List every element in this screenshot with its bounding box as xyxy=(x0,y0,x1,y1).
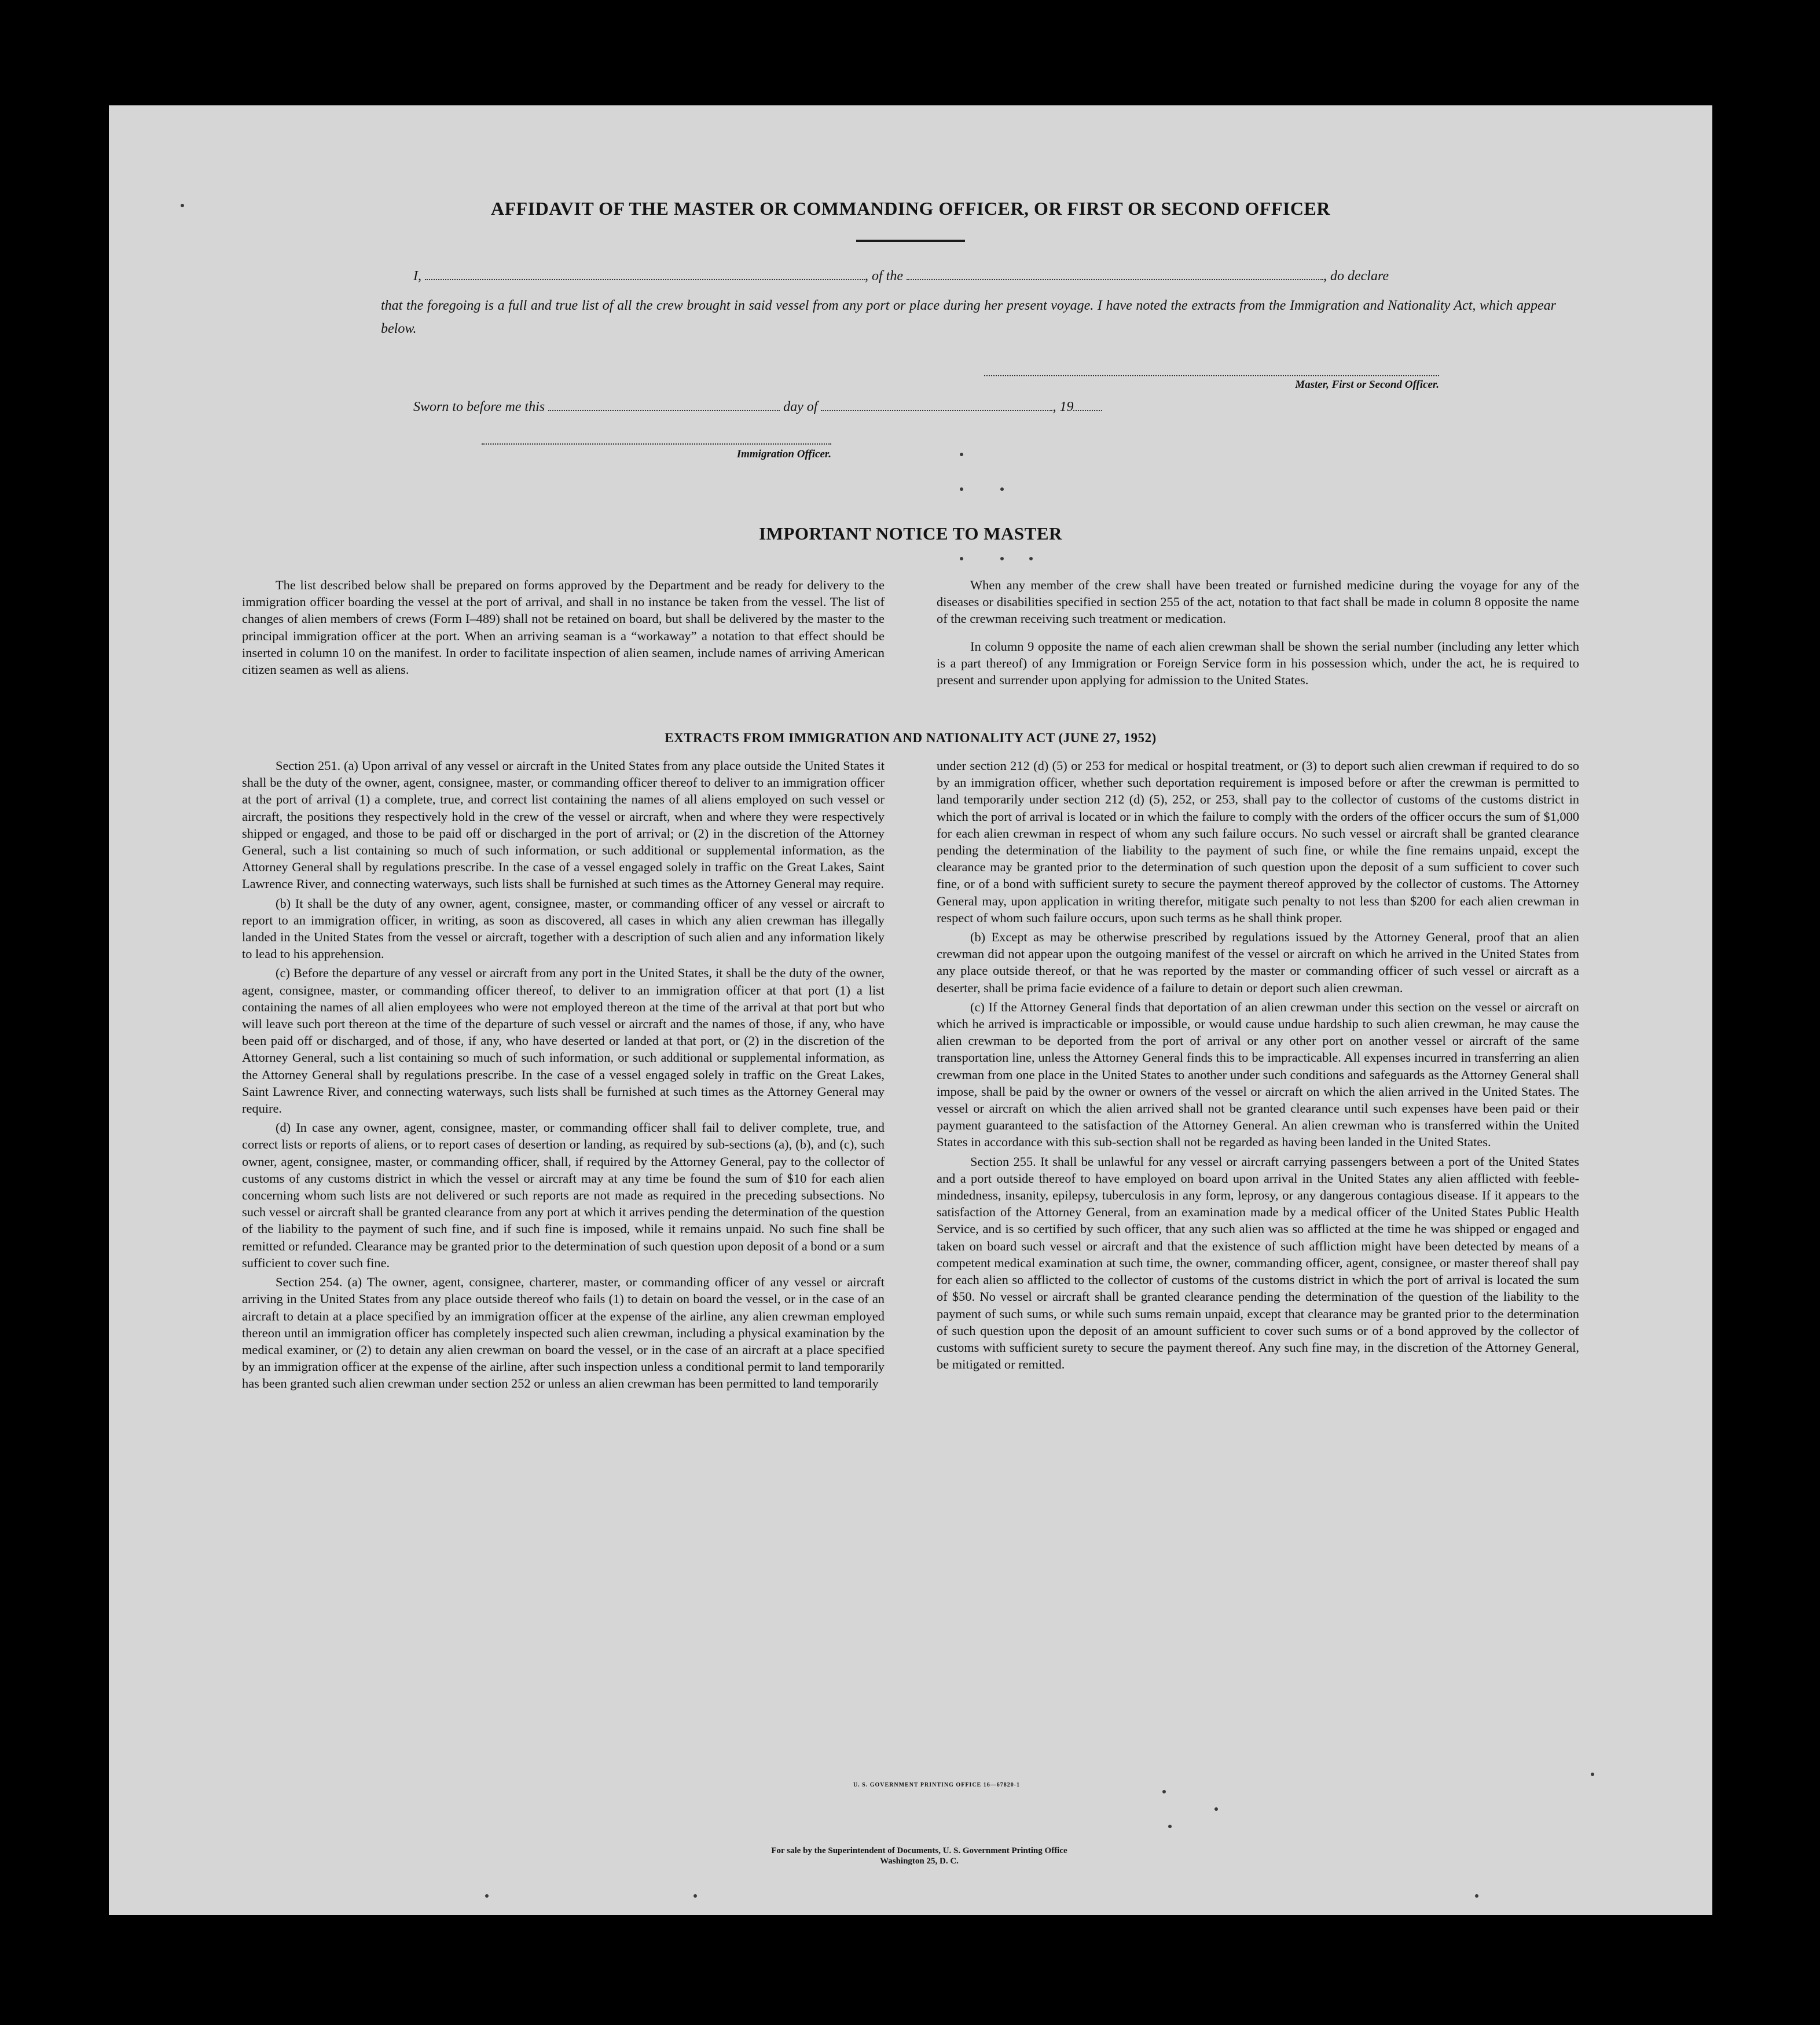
speck xyxy=(1591,1773,1594,1776)
section-254-c: (c) If the Attorney General finds that deportation of an alien crewman under this section on the vessel or aircraft on which he arrived is impracticable or impossible, or would cause undue hardship to such alien crewman, he may cause the alien crewman to be deported from the port of arrival or any other port on another vessel or aircraft of the same transportation line, unless the Attorney General finds this to be impracticable. All expenses incurred in transferring an alien crewman from one place in the United States to another under such conditions and safeguards as the Attorney General shall impose, shall be paid by the owner or owners of the vessel or aircraft on which the alien arrived in the United States. The vessel or aircraft on which the alien arrived shall not be granted clearance until such expenses have been paid or their payment guaranteed to the satisfaction of the Attorney General. An alien crewman who is transferred within the United States in accordance with this sub-section shall not be regarded as having been landed in the United States. xyxy=(937,999,1579,1150)
speck xyxy=(693,1894,697,1898)
affidavit-title: AFFIDAVIT OF THE MASTER OR COMMANDING OFFICER, OR FIRST OR SECOND OFFICER xyxy=(491,198,1330,219)
sworn-year-field[interactable] xyxy=(1073,399,1102,411)
section-251-d: (d) In case any owner, agent, consignee, master, or commanding officer shall fail to deliver complete, true, and correct lists or reports of aliens, or to report cases of desertion or landing, as required by sub-sections (a), (b), and (c), such owner, agent, consignee, master, or commanding officer, shall, if required by the Attorney General, pay to the collector of customs of any customs district in which the vessel or aircraft may at any time be found the sum of $10 for each alien concerning whom such lists are not delivered or such reports are not made as required in the preceding subsections. No such vessel or aircraft shall be granted clearance from any port at which it arrives pending the determination of the question of the liability to the payment of such fine, and if such fine is imposed, while it remains unpaid. No such fine shall be remitted or refunded. Clearance may be granted prior to the determination of such question upon deposit of a bond or a sum sufficient to cover such fine. xyxy=(242,1120,885,1270)
sworn-year-prefix: , 19 xyxy=(1052,399,1074,414)
master-signature-label: Master, First or Second Officer. xyxy=(1295,379,1439,391)
declaration-body: that the foregoing is a full and true list of all the crew brought in said vessel from any port or place during her present voyage. I have noted the extracts from the Immigration and Nationality Act, which appear below. xyxy=(381,298,1556,336)
sworn-before-label: Sworn to before me this xyxy=(413,399,545,414)
notice-left-column xyxy=(242,577,885,678)
title-rule xyxy=(856,240,965,242)
section-251-a: Section 251. (a) Upon arrival of any vessel or aircraft in the United States from any place outside the United States it shall be the duty of the owner, agent, consignee, master, or commanding officer thereof to deliver to an immigration officer at the port of arrival (1) a complete, true, and correct list containing the names of all aliens employed on such vessel or aircraft, the positions they respectively hold in the crew of the vessel or aircraft, when and where they were respectively shipped or engaged, and those to be paid off or discharged in the port of arrival; or (2) in the discretion of the Attorney General, such a list containing so much of such information, or such additional or supplemental information, as the Attorney General shall by regulations prescribe. In the case of a vessel engaged solely in traffic on the Great Lakes, Saint Lawrence River, and connecting waterways, such lists shall be furnished at such times as the Attorney General may require. xyxy=(242,758,885,892)
extracts-left-column xyxy=(242,757,885,1392)
notice-paragraph: In column 9 opposite the name of each alien crewman shall be shown the serial number (including any letter which is a part thereof) of any Immigration or Foreign Service form in his possession which, under the act, he is required to present and surrender upon applying for admission to the United States. xyxy=(937,639,1579,688)
speck xyxy=(960,487,963,491)
speck xyxy=(1000,487,1004,491)
immigration-officer-label: Immigration Officer. xyxy=(736,448,831,460)
notice-paragraph: The list described below shall be prepared on forms approved by the Department and be ready for delivery to the immigration officer boarding the vessel at the port of arrival, and shall in no instance be taken from the vessel. The list of changes of alien members of crews (Form I–489) shall not be retained on board, but shall be delivered by the master to the principal immigration officer at the port. When an arriving seaman is a “workaway” a notation to that effect should be inserted in column 10 on the manifest. In order to facilitate inspection of alien seamen, include names of arriving American citizen seamen as well as aliens. xyxy=(242,578,885,677)
speck xyxy=(1214,1807,1218,1811)
sale-line-2: Washington 25, D. C. xyxy=(880,1857,959,1866)
section-251-c: (c) Before the departure of any vessel or aircraft from any port in the United States, it shall be the duty of the owner, agent, consignee, master, or commanding officer thereof, to deliver to an immigration officer at that port (1) a list containing the names of all alien employees who were not employed thereon at the time of the arrival at that port but who will leave such port thereon at the time of the departure of such vessel or aircraft and the names of those, if any, who have been paid off or discharged, and of those, if any, who have deserted or landed at that port, or (2) in the discretion of the Attorney General, such a list containing so much of such information, or such additional or supplemental information, as the Attorney General shall by regulations prescribe. In the case of a vessel engaged solely in traffic on the Great Lakes, Saint Lawrence River, and connecting waterways, such lists shall be furnished at such times as the Attorney General may require. xyxy=(242,966,885,1116)
sworn-line xyxy=(413,399,1282,415)
speck xyxy=(1475,1894,1478,1898)
speck xyxy=(1000,557,1004,560)
sale-line-1: For sale by the Superintendent of Documents, U. S. Government Printing Office xyxy=(771,1846,1067,1855)
speck xyxy=(1162,1790,1166,1793)
section-254-a: Section 254. (a) The owner, agent, consignee, charterer, master, or commanding officer of any vessel or aircraft arriving in the United States from any place outside thereof who fails (1) to detain on board the vessel, or in the case of an aircraft to detain at a place specified by an immigration officer at the expense of the airline, any alien crewman employed thereon until an immigration officer has completely inspected such alien crewman, including a physical examination by the medical examiner, or (2) to detain any alien crewman on board the vessel, or in the case of an aircraft at a place specified by an immigration officer at the expense of the airline, after such inspection unless a conditional permit to land temporarily has been granted such alien crewman under section 252 or unless an alien crewman has been permitted to land temporarily xyxy=(242,1275,885,1391)
sworn-month-field[interactable] xyxy=(821,399,1052,411)
notice-right-column xyxy=(937,577,1579,688)
name-field[interactable] xyxy=(425,269,865,280)
declaration-line xyxy=(413,269,1557,284)
gpo-imprint: U. S. GOVERNMENT PRINTING OFFICE 16—67820-1 xyxy=(853,1782,1021,1788)
declaration-do-declare: , do declare xyxy=(1323,269,1389,284)
speck xyxy=(960,557,963,560)
extracts-title: EXTRACTS FROM IMMIGRATION AND NATIONALITY ACT (JUNE 27, 1952) xyxy=(665,731,1157,745)
sale-notice xyxy=(514,1846,1324,1866)
form-page xyxy=(109,105,1712,1915)
master-signature-line[interactable] xyxy=(984,375,1439,376)
section-251-b: (b) It shall be the duty of any owner, agent, consignee, master, or commanding officer of any vessel or aircraft to report to an immigration officer, in writing, as soon as discovered, all cases in which any alien crewman has illegally landed in the United States from the vessel or aircraft, together with a description of such alien and any information likely to lead to his apprehension. xyxy=(242,896,885,962)
extracts-right-column xyxy=(937,757,1579,1373)
declaration-of-the: , of the xyxy=(865,269,903,284)
sworn-day-field[interactable] xyxy=(548,399,780,411)
immigration-officer-signature-line[interactable] xyxy=(482,443,831,445)
speck xyxy=(1168,1825,1172,1828)
notice-title: IMPORTANT NOTICE TO MASTER xyxy=(759,523,1062,544)
speck xyxy=(960,453,963,456)
declaration-pronoun: I, xyxy=(413,269,421,284)
section-254-b: (b) Except as may be otherwise prescribed by regulations issued by the Attorney General, proof that an alien crewman did not appear upon the outgoing manifest of the vessel or aircraft on which he arrived in the United States from any place outside thereof, or that he was reported by the master or commanding officer of such vessel or aircraft as a deserter, shall be prima facie evidence of a failure to detain or deport such alien crewman. xyxy=(937,930,1579,995)
speck xyxy=(181,204,184,207)
notice-paragraph: When any member of the crew shall have been treated or furnished medicine during the voyage for any of the diseases or disabilities specified in section 255 of the act, notation to that fact shall be made in column 8 opposite the name of the crewman receiving such treatment or medication. xyxy=(937,578,1579,626)
vessel-field[interactable] xyxy=(907,269,1323,280)
speck xyxy=(485,1894,489,1898)
sworn-day-of-label: day of xyxy=(783,399,818,414)
section-255: Section 255. It shall be unlawful for any vessel or aircraft carrying passengers between a port of the United States and a port outside thereof to have employed on board upon arrival in the United States any alien afflicted with feeble-mindedness, insanity, epilepsy, tuberculosis in any form, leprosy, or any dangerous contagious disease. If it appears to the satisfaction of the Attorney General, from an examination made by a medical officer of the United States Public Health Service, and is so certified by such officer, that any such alien was so afflicted at the time he was shipped or engaged and taken on board such vessel or aircraft and that the existence of such affliction might have been detected by means of a competent medical examination at such time, the owner, commanding officer, agent, consignee, or master thereof shall pay for each alien so afflicted to the collector of customs of the customs district in which the port of arrival is located the sum of $50. No vessel or aircraft shall be granted clearance pending the determination of the question of the liability to the payment of such sums, or while such sums remain unpaid, except that clearance may be granted prior to the determination of such question upon the deposit of an amount sufficient to cover such sums or of a bond approved by the collector of customs with sufficient surety to secure the payment thereof. Any such fine may, in the discretion of the Attorney General, be mitigated or remitted. xyxy=(937,1154,1579,1372)
speck xyxy=(1029,557,1033,560)
section-254-a-continued: under section 212 (d) (5) or 253 for medical or hospital treatment, or (3) to deport such alien crewman if required to do so by an immigration officer, whether such deportation requirement is imposed before or after the crewman is permitted to land temporarily under section 212 (d) (5), 252, or 253, shall pay to the collector of customs of the customs district in which the port of arrival is located or in which the failure to comply with the orders of the officer occurs the sum of $1,000 for each alien crewman in respect of whom any such failure occurs. No such vessel or aircraft shall be granted clearance pending the determination of the liability to the payment of such fine, or while the fine remains unpaid, except the clearance may be granted prior to the determination of such question upon the deposit of a sum sufficient to cover such fine, or of a bond with sufficient surety to secure the payment thereof approved by the collector of customs. The Attorney General may, upon application in writing therefor, mitigate such penalty to not less than $200 for each alien crewman in respect of whom such failure occurs, upon such terms as he shall think proper. xyxy=(937,758,1579,925)
